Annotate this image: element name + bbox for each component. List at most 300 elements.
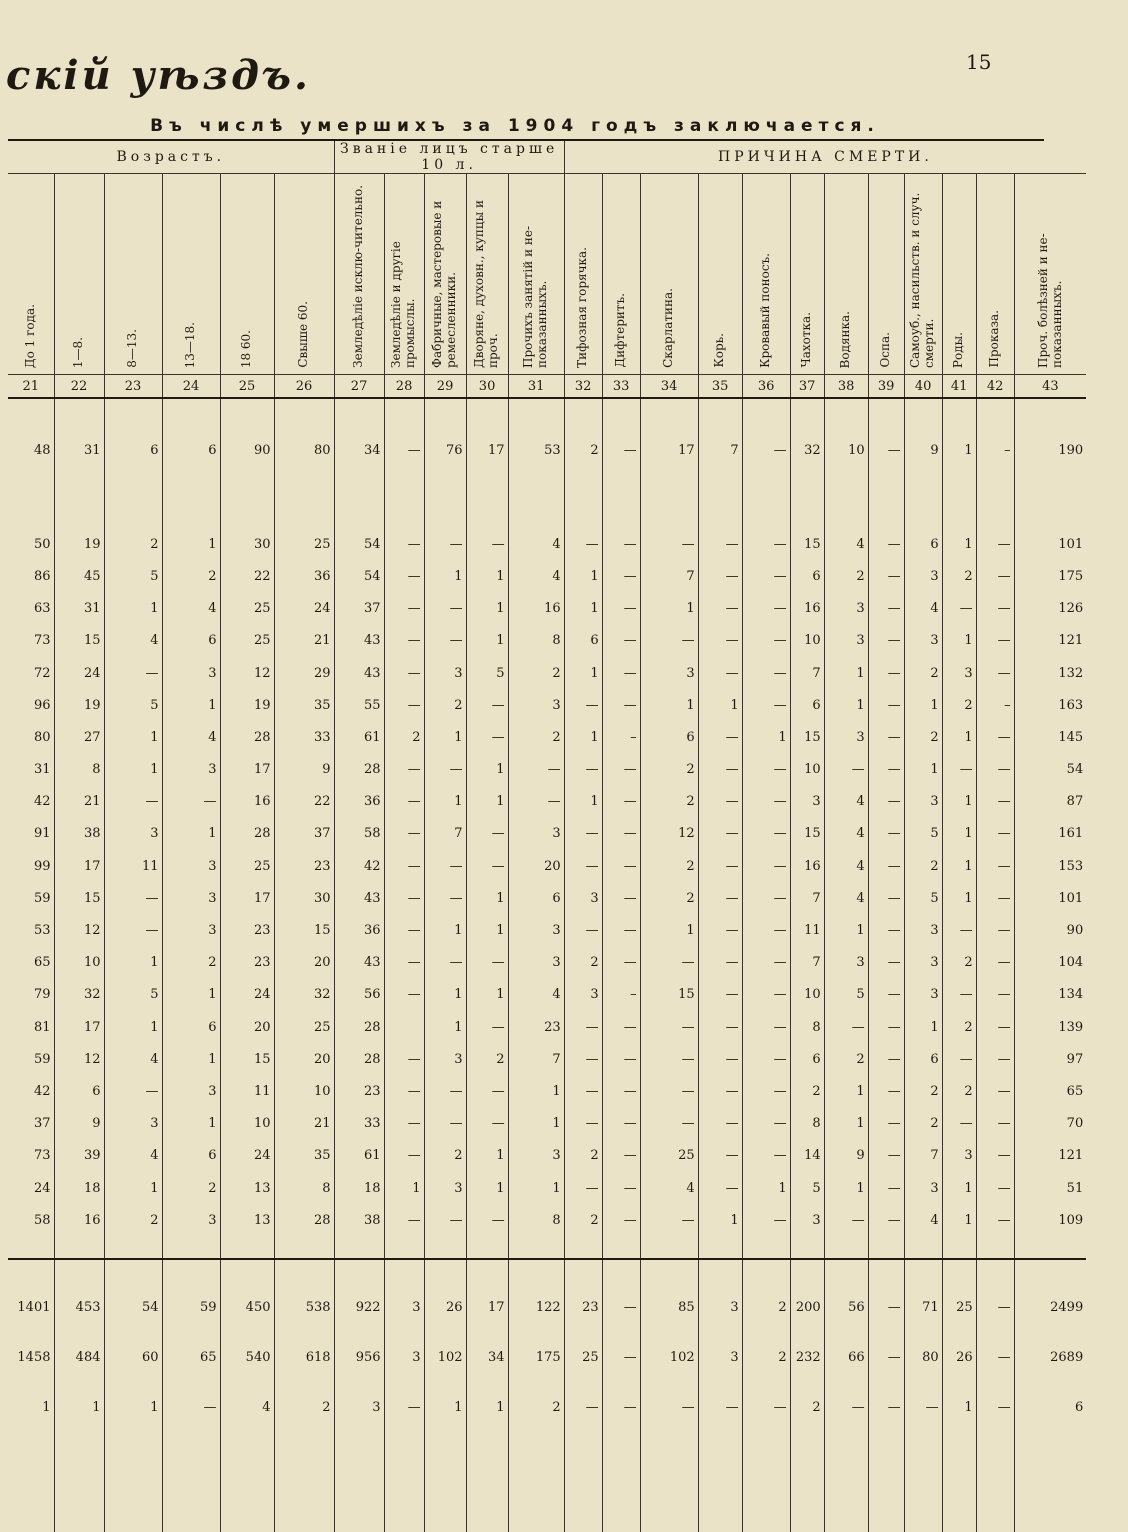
table-cell: 80 xyxy=(904,1332,942,1382)
table-cell: 43 xyxy=(334,882,384,914)
table-cell: 7 xyxy=(790,947,824,979)
table-cell: — xyxy=(384,689,424,721)
table-cell: — xyxy=(868,434,904,466)
table-cell: 26 xyxy=(424,1282,466,1332)
table-cell: 15 xyxy=(790,528,824,560)
table-cell: — xyxy=(640,1075,698,1107)
table-cell: 3 xyxy=(904,786,942,818)
table-cell: — xyxy=(424,1075,466,1107)
table-cell: — xyxy=(104,882,162,914)
table-cell: 34 xyxy=(334,434,384,466)
table-cell: 19 xyxy=(220,689,274,721)
table-cell: 7 xyxy=(790,657,824,689)
table-cell: 200 xyxy=(790,1282,824,1332)
table-cell: 76 xyxy=(424,434,466,466)
table-cell: 12 xyxy=(54,914,104,946)
table-cell: 3 xyxy=(162,850,220,882)
table-cell: 121 xyxy=(1014,625,1086,657)
table-cell xyxy=(602,398,640,434)
table-cell: 538 xyxy=(274,1282,334,1332)
table-cell: — xyxy=(868,560,904,592)
table-cell: — xyxy=(868,1382,904,1432)
table-cell: — xyxy=(602,1108,640,1140)
table-cell xyxy=(904,398,942,434)
column-label xyxy=(384,174,424,375)
table-cell: — xyxy=(640,1108,698,1140)
table-cell: — xyxy=(868,528,904,560)
table-cell: — xyxy=(384,1075,424,1107)
table-cell: 3 xyxy=(824,947,868,979)
table-cell: 1 xyxy=(54,1382,104,1432)
table-cell: 35 xyxy=(274,689,334,721)
table-cell: — xyxy=(976,1011,1014,1043)
table-cell: 10 xyxy=(274,1075,334,1107)
column-label-text: Фабричные, мастеровые и ремесленники. xyxy=(430,200,459,368)
table-cell: 3 xyxy=(508,947,564,979)
table-cell: — xyxy=(602,657,640,689)
table-cell: — xyxy=(602,1075,640,1107)
table-cell xyxy=(868,1432,904,1532)
table-cell: 25 xyxy=(942,1282,976,1332)
table-cell: 59 xyxy=(33,890,51,906)
table-row xyxy=(8,850,1086,882)
table-cell: 9 xyxy=(824,1140,868,1172)
column-label xyxy=(466,174,508,375)
table-cell: — xyxy=(698,850,742,882)
table-cell xyxy=(466,398,508,434)
spacer-row xyxy=(8,1236,1086,1259)
table-cell: — xyxy=(698,593,742,625)
table-cell: 102 xyxy=(424,1332,466,1382)
table-cell: — xyxy=(424,754,466,786)
table-cell: — xyxy=(384,947,424,979)
column-number: 25 xyxy=(220,375,274,399)
table-cell: 1 xyxy=(466,914,508,946)
table-row xyxy=(8,657,1086,689)
table-cell: — xyxy=(424,593,466,625)
table-cell: — xyxy=(564,818,602,850)
table-cell: 153 xyxy=(1014,850,1086,882)
table-cell: 3 xyxy=(162,754,220,786)
table-row xyxy=(8,593,1086,625)
table-cell: — xyxy=(602,1382,640,1432)
table-cell: 23 xyxy=(334,1075,384,1107)
table-cell: — xyxy=(868,1043,904,1075)
table-cell: 28 xyxy=(220,721,274,753)
table-cell: 72 xyxy=(33,665,51,681)
table-cell: 43 xyxy=(334,625,384,657)
table-cell: 2 xyxy=(790,1075,824,1107)
table-cell: 1 xyxy=(466,1140,508,1172)
table-cell xyxy=(1014,398,1086,434)
table-cell: 7 xyxy=(904,1140,942,1172)
table-cell: 2 xyxy=(508,1382,564,1432)
table-cell: — xyxy=(564,1011,602,1043)
table-cell: 132 xyxy=(1014,657,1086,689)
table-cell: — xyxy=(868,786,904,818)
table-cell: — xyxy=(384,1140,424,1172)
table-cell: 6 xyxy=(162,434,220,466)
spacer-row xyxy=(8,466,1086,528)
table-cell: 2 xyxy=(564,947,602,979)
table-cell: 3 xyxy=(904,947,942,979)
table-cell: 25 xyxy=(274,1011,334,1043)
table-cell: 15 xyxy=(640,979,698,1011)
table-cell xyxy=(790,1259,824,1282)
table-cell: 48 xyxy=(33,442,51,458)
table-cell: — xyxy=(104,657,162,689)
table-cell: 2 xyxy=(824,1043,868,1075)
table-row xyxy=(8,560,1086,592)
table-row xyxy=(8,754,1086,786)
table-cell: — xyxy=(602,818,640,850)
table-cell: 2499 xyxy=(1014,1282,1086,1332)
table-cell: 70 xyxy=(1014,1108,1086,1140)
table-cell: 1 xyxy=(742,1172,790,1204)
table-cell: — xyxy=(698,560,742,592)
table-cell xyxy=(742,398,790,434)
table-cell: 1458 xyxy=(17,1349,51,1365)
table-cell: 16 xyxy=(220,786,274,818)
table-cell: — xyxy=(824,1382,868,1432)
column-label-text: Проч. болѣзней и не-показанныхъ. xyxy=(1035,233,1064,368)
table-cell: 1 xyxy=(564,721,602,753)
table-cell: 60 xyxy=(104,1332,162,1382)
group-age: Возрастъ. xyxy=(8,141,334,174)
table-cell: — xyxy=(942,914,976,946)
column-number: 43 xyxy=(1014,375,1086,399)
table-cell: 37 xyxy=(334,593,384,625)
table-cell: — xyxy=(868,625,904,657)
table-cell: 175 xyxy=(508,1332,564,1382)
table-cell: 1 xyxy=(698,689,742,721)
table-cell: — xyxy=(384,818,424,850)
table-cell: 19 xyxy=(54,528,104,560)
column-number: 39 xyxy=(868,375,904,399)
table-cell xyxy=(564,1236,602,1259)
table-cell: — xyxy=(976,721,1014,753)
table-cell: 450 xyxy=(220,1282,274,1332)
table-cell: — xyxy=(976,947,1014,979)
table-cell: — xyxy=(384,434,424,466)
table-cell xyxy=(8,1259,54,1282)
table-cell: 9 xyxy=(274,754,334,786)
table-cell: 6 xyxy=(790,689,824,721)
table-cell: — xyxy=(868,1075,904,1107)
table-cell: 26 xyxy=(942,1332,976,1382)
table-row xyxy=(8,625,1086,657)
group-rank: Званіе лицъ старше 10 л. xyxy=(334,141,564,174)
table-cell: 3 xyxy=(942,1140,976,1172)
table-cell xyxy=(508,466,564,528)
table-cell: 73 xyxy=(33,1148,51,1164)
table-cell: — xyxy=(976,1382,1014,1432)
table-cell xyxy=(640,466,698,528)
table-cell: — xyxy=(698,1382,742,1432)
table-cell: 2 xyxy=(942,560,976,592)
table-cell: — xyxy=(942,754,976,786)
table-cell xyxy=(104,466,162,528)
table-cell xyxy=(104,1259,162,1282)
table-cell: 3 xyxy=(334,1382,384,1432)
table-cell: 9 xyxy=(904,434,942,466)
table-cell: — xyxy=(466,818,508,850)
table-cell: 42 xyxy=(33,794,51,810)
table-cell: 1 xyxy=(466,882,508,914)
table-cell: 17 xyxy=(466,1282,508,1332)
table-cell: — xyxy=(602,560,640,592)
table-cell: — xyxy=(564,1108,602,1140)
column-label-text: Проказа. xyxy=(987,310,1002,368)
table-cell: — xyxy=(868,882,904,914)
table-cell: — xyxy=(602,786,640,818)
table-cell: 28 xyxy=(334,1043,384,1075)
table-cell: 65 xyxy=(162,1332,220,1382)
table-cell: 65 xyxy=(1014,1075,1086,1107)
column-label-text: Чахотка. xyxy=(799,312,814,368)
table-cell: 2 xyxy=(904,850,942,882)
table-cell: — xyxy=(742,1382,790,1432)
table-cell: 7 xyxy=(508,1043,564,1075)
spacer-row xyxy=(8,1432,1086,1532)
table-cell xyxy=(976,1432,1014,1532)
total-row xyxy=(8,1332,1086,1382)
column-number: 21 xyxy=(8,375,54,399)
table-cell: 11 xyxy=(790,914,824,946)
table-cell: 453 xyxy=(54,1282,104,1332)
table-cell: — xyxy=(466,1204,508,1236)
table-cell: 1 xyxy=(640,689,698,721)
table-cell: 5 xyxy=(904,818,942,850)
table-cell: 23 xyxy=(508,1011,564,1043)
table-cell: — xyxy=(868,754,904,786)
column-label-text: Земледѣліе исклю-чительно. xyxy=(351,185,366,368)
table-cell: — xyxy=(698,657,742,689)
total-row xyxy=(8,1282,1086,1332)
table-cell: — xyxy=(698,625,742,657)
column-number: 24 xyxy=(162,375,220,399)
table-cell xyxy=(824,1432,868,1532)
table-cell: — xyxy=(698,754,742,786)
table-cell: 1 xyxy=(424,979,466,1011)
table-cell xyxy=(602,1259,640,1282)
table-cell: — xyxy=(602,1140,640,1172)
table-cell xyxy=(904,1236,942,1259)
table-cell: — xyxy=(742,882,790,914)
table-cell: 2 xyxy=(904,721,942,753)
table-cell xyxy=(424,1236,466,1259)
table-cell: — xyxy=(742,979,790,1011)
table-cell: 102 xyxy=(640,1332,698,1382)
table-cell: 25 xyxy=(640,1140,698,1172)
table-cell: — xyxy=(698,1140,742,1172)
table-cell xyxy=(104,398,162,434)
table-cell: — xyxy=(698,1043,742,1075)
table-cell: 36 xyxy=(274,560,334,592)
table-cell: — xyxy=(384,754,424,786)
page-header-title: скій уѣздъ. xyxy=(6,52,311,99)
table-cell xyxy=(54,1259,104,1282)
table-cell: 1 xyxy=(942,1172,976,1204)
table-cell xyxy=(790,1236,824,1259)
table-cell: — xyxy=(384,593,424,625)
table-cell: 36 xyxy=(334,786,384,818)
table-cell: 1 xyxy=(904,689,942,721)
table-cell: 1 xyxy=(904,754,942,786)
table-cell: 2 xyxy=(424,1140,466,1172)
table-cell: 1 xyxy=(424,786,466,818)
table-cell: 3 xyxy=(424,1043,466,1075)
column-label xyxy=(334,174,384,375)
table-cell: 3 xyxy=(162,914,220,946)
table-row xyxy=(8,786,1086,818)
table-cell: 8 xyxy=(54,754,104,786)
mortality-table xyxy=(8,141,1086,1532)
column-number: 36 xyxy=(742,375,790,399)
table-cell xyxy=(698,1432,742,1532)
table-cell: 8 xyxy=(790,1011,824,1043)
table-cell: 4 xyxy=(824,850,868,882)
table-cell: 58 xyxy=(334,818,384,850)
table-cell: — xyxy=(698,914,742,946)
table-cell xyxy=(976,1259,1014,1282)
table-cell: — xyxy=(424,947,466,979)
column-label xyxy=(976,174,1014,375)
table-cell: 5 xyxy=(824,979,868,1011)
table-cell: — xyxy=(976,882,1014,914)
table-cell xyxy=(8,398,54,434)
table-cell: 3 xyxy=(508,914,564,946)
table-cell: — xyxy=(564,1382,602,1432)
table-cell xyxy=(274,466,334,528)
table-cell xyxy=(976,398,1014,434)
table-cell: — xyxy=(384,528,424,560)
table-cell: 3 xyxy=(564,882,602,914)
table-cell xyxy=(54,1432,104,1532)
table-row xyxy=(8,1204,1086,1236)
table-cell: 232 xyxy=(790,1332,824,1382)
table-cell: — xyxy=(602,1332,640,1382)
table-cell xyxy=(868,398,904,434)
table-cell: 1 xyxy=(942,786,976,818)
table-cell: 3 xyxy=(162,1075,220,1107)
table-cell xyxy=(274,398,334,434)
table-cell: — xyxy=(824,1011,868,1043)
table-cell xyxy=(742,1236,790,1259)
table-cell: 3 xyxy=(508,689,564,721)
column-label-text: Роды. xyxy=(951,331,966,368)
table-cell: — xyxy=(976,1043,1014,1075)
table-cell xyxy=(508,398,564,434)
table-cell: 2 xyxy=(942,947,976,979)
table-cell: 38 xyxy=(334,1204,384,1236)
table-cell: 24 xyxy=(220,979,274,1011)
table-cell: — xyxy=(104,914,162,946)
table-cell: — xyxy=(742,434,790,466)
table-cell xyxy=(698,1259,742,1282)
column-number: 33 xyxy=(602,375,640,399)
table-cell: 1 xyxy=(162,1108,220,1140)
table-cell: 8 xyxy=(508,1204,564,1236)
table-cell xyxy=(334,1432,384,1532)
table-cell: 80 xyxy=(33,729,51,745)
column-label-text: Дворяне, духовн., купцы и проч. xyxy=(472,200,501,368)
table-cell xyxy=(54,1236,104,1259)
column-label-text: Тифозная горячка. xyxy=(575,247,590,368)
table-cell: — xyxy=(602,914,640,946)
table-row xyxy=(8,979,1086,1011)
table-cell xyxy=(868,1259,904,1282)
table-cell: 2 xyxy=(904,1075,942,1107)
table-cell: 145 xyxy=(1014,721,1086,753)
table-cell: 34 xyxy=(466,1332,508,1382)
table-cell: 1 xyxy=(640,914,698,946)
table-cell xyxy=(742,1432,790,1532)
table-cell: 91 xyxy=(33,826,51,842)
table-cell: — xyxy=(384,625,424,657)
table-cell: 25 xyxy=(220,625,274,657)
table-cell xyxy=(942,398,976,434)
table-cell: — xyxy=(742,914,790,946)
table-cell: — xyxy=(466,689,508,721)
table-cell: 6 xyxy=(790,560,824,592)
table-cell: — xyxy=(424,1204,466,1236)
table-cell: — xyxy=(602,1011,640,1043)
table-cell: 6 xyxy=(904,528,942,560)
table-cell: 2 xyxy=(904,1108,942,1140)
column-label-text: Кровавый поносъ. xyxy=(758,253,773,368)
table-cell: — xyxy=(602,625,640,657)
table-cell: 1 xyxy=(824,1075,868,1107)
table-cell: — xyxy=(698,1075,742,1107)
table-cell xyxy=(942,1259,976,1282)
table-cell: — xyxy=(162,786,220,818)
table-cell: 8 xyxy=(508,625,564,657)
table-cell: 21 xyxy=(274,625,334,657)
table-cell: 90 xyxy=(1014,914,1086,946)
table-cell xyxy=(274,1236,334,1259)
table-cell: 6 xyxy=(1014,1382,1086,1432)
table-cell xyxy=(508,1259,564,1282)
table-cell: 1 xyxy=(824,1108,868,1140)
table-cell xyxy=(868,1236,904,1259)
table-cell: 1 xyxy=(466,1172,508,1204)
table-cell: 42 xyxy=(33,1083,51,1099)
column-label xyxy=(698,174,742,375)
table-cell xyxy=(104,1236,162,1259)
column-label-text: Самоуб., насильств. и случ. смерти. xyxy=(908,192,937,368)
table-cell: 33 xyxy=(334,1108,384,1140)
table-cell xyxy=(384,398,424,434)
table-cell: 22 xyxy=(274,786,334,818)
table-cell xyxy=(220,1236,274,1259)
table-cell: — xyxy=(976,560,1014,592)
table-cell: 1 xyxy=(466,560,508,592)
table-cell: 6 xyxy=(904,1043,942,1075)
column-label-row xyxy=(8,174,1086,375)
table-cell xyxy=(942,466,976,528)
table-cell: 2 xyxy=(508,657,564,689)
table-cell: 28 xyxy=(220,818,274,850)
table-cell: — xyxy=(868,721,904,753)
table-cell xyxy=(602,1432,640,1532)
table-cell: — xyxy=(868,979,904,1011)
table-cell: 79 xyxy=(33,987,51,1003)
table-cell xyxy=(424,466,466,528)
table-cell: 10 xyxy=(790,625,824,657)
table-cell: 1 xyxy=(466,786,508,818)
table-cell: — xyxy=(976,1282,1014,1332)
